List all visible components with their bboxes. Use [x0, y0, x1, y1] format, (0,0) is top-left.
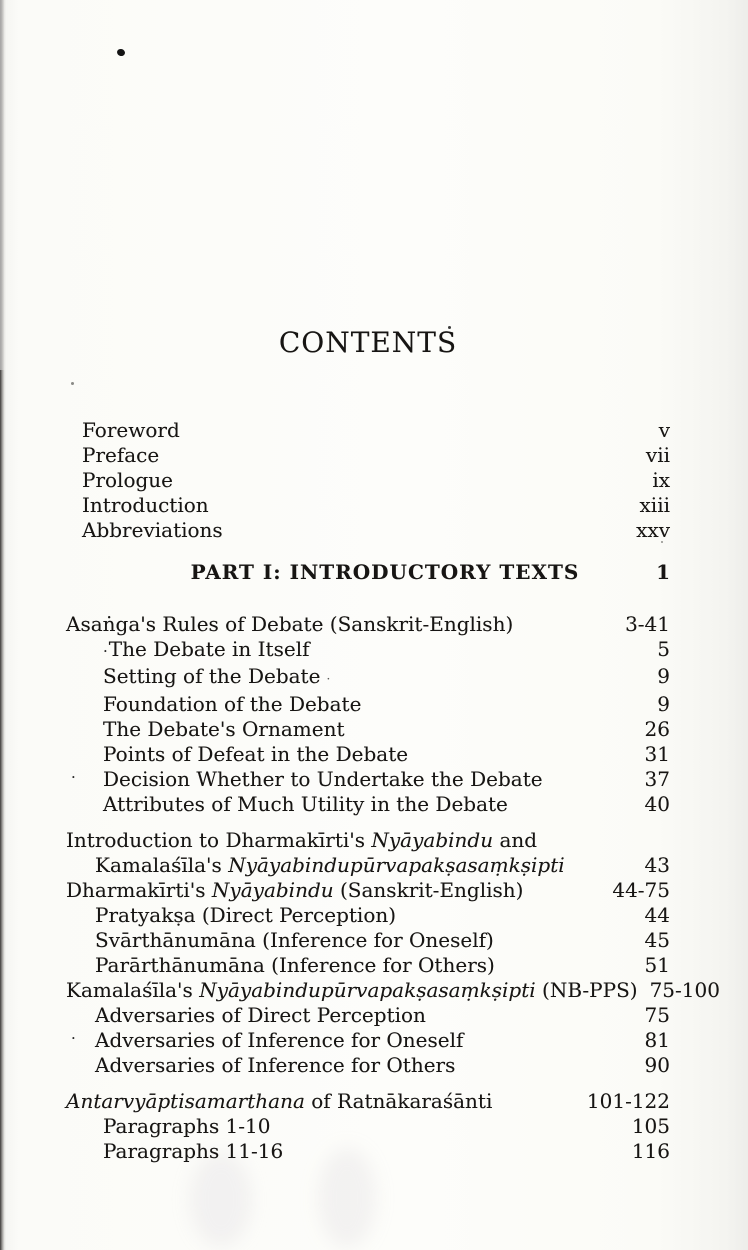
toc-entry-label: Prologue — [82, 468, 174, 492]
table-of-contents — [66, 0, 720, 1164]
toc-entry-label: Points of Defeat in the Debate — [103, 742, 409, 766]
toc-entry — [66, 1028, 670, 1053]
scan-mark: · — [71, 1029, 76, 1047]
toc-entry — [66, 493, 670, 518]
scan-mark: · — [326, 672, 331, 686]
toc-entry-label: Adversaries of Direct Perception — [95, 1003, 426, 1027]
toc-entry-label: Setting of the Debate — [103, 664, 321, 688]
toc-entry-page: 90 — [644, 1053, 670, 1077]
scan-mark: · — [71, 768, 76, 786]
toc-entry-page: 44 — [644, 903, 670, 927]
toc-entry-page: 75-100 — [649, 978, 720, 1002]
toc-entry-label: Svārthānumāna (Inference for Oneself) — [95, 928, 494, 952]
toc-entry-label: Foundation of the Debate — [103, 692, 362, 716]
part-heading-label: PART I: INTRODUCTORY TEXTS — [190, 560, 580, 584]
toc-entry — [66, 828, 670, 853]
toc-entry-label: Abbreviations — [82, 518, 223, 542]
toc-entry — [66, 692, 670, 717]
toc-entry — [66, 1114, 670, 1139]
toc-entry-page: xxv — [636, 518, 670, 542]
scan-mark: · — [103, 642, 108, 660]
toc-entry-page: 40 — [644, 792, 670, 816]
toc-entry — [66, 518, 670, 543]
toc-entry-page: 75 — [644, 1003, 670, 1027]
toc-entry — [66, 853, 670, 878]
toc-entry — [66, 468, 670, 493]
toc-entry — [66, 717, 670, 742]
toc-entry — [66, 418, 670, 443]
toc-entry-label: Asaṅga's Rules of Debate (Sanskrit-English) — [66, 612, 514, 636]
toc-entry — [66, 903, 670, 928]
toc-entry — [66, 978, 720, 1003]
toc-entry-page: ix — [652, 468, 670, 492]
toc-entry-label: Attributes of Much Utility in the Debate — [103, 792, 508, 816]
toc-entry-label: Dharmakīrti's Nyāyabindu (Sanskrit-English) — [66, 878, 524, 902]
toc-section-asanga-block — [66, 612, 670, 817]
toc-entry-page: 105 — [631, 1114, 670, 1138]
toc-entry-label: Antarvyāptisamarthana of Ratnākaraśānti — [66, 1089, 493, 1113]
toc-entry-page: xiii — [639, 493, 670, 517]
toc-entry — [66, 792, 670, 817]
part-heading-page: 1 — [656, 560, 670, 584]
toc-entry — [66, 1089, 670, 1114]
toc-entry — [66, 953, 670, 978]
toc-entry — [66, 1053, 670, 1078]
toc-entry-page: 26 — [644, 717, 670, 741]
toc-entry — [66, 928, 670, 953]
toc-entry-label: Introduction — [82, 493, 209, 517]
toc-entry-page: 3-41 — [625, 612, 670, 636]
toc-section-antarvyapti-block — [66, 1089, 670, 1164]
toc-entry-label: Foreword — [82, 418, 180, 442]
toc-entry — [66, 1139, 670, 1164]
toc-entry-label: Paragraphs 1-10 — [103, 1114, 271, 1138]
toc-entry-page: 81 — [644, 1028, 670, 1052]
toc-entry-page: 31 — [644, 742, 670, 766]
toc-entry — [66, 1003, 670, 1028]
toc-entry-label: Decision Whether to Undertake the Debate — [103, 767, 543, 791]
toc-entry — [66, 637, 670, 664]
toc-entry-page: 51 — [644, 953, 670, 977]
toc-front-matter-block — [66, 418, 670, 543]
toc-entry-page: 101-122 — [586, 1089, 670, 1113]
toc-entry-page: 9 — [657, 692, 670, 716]
toc-entry-label: The Debate in Itself — [108, 637, 310, 661]
toc-entry — [66, 742, 670, 767]
toc-entry — [66, 443, 670, 468]
scan-gutter-shadow-soft — [0, 0, 6, 370]
toc-entry-label: Adversaries of Inference for Oneself — [95, 1028, 464, 1052]
toc-entry — [66, 664, 670, 692]
toc-section-dharmakirti-block — [66, 828, 720, 1078]
toc-entry-label: Preface — [82, 443, 160, 467]
toc-entry-page: 9 — [657, 664, 670, 688]
scan-smudge — [190, 1152, 252, 1247]
toc-entry-label: Adversaries of Inference for Others — [95, 1053, 456, 1077]
toc-entry-page: 43 — [644, 853, 670, 877]
toc-entry-page: vii — [645, 443, 670, 467]
toc-entry-label: Kamalaśīla's Nyāyabindupūrvapakṣasaṃkṣipti — [95, 853, 565, 877]
toc-entry-label: Paragraphs 11-16 — [103, 1139, 284, 1163]
toc-entry-page: 37 — [644, 767, 670, 791]
toc-entry — [66, 612, 670, 637]
toc-entry — [66, 878, 670, 903]
toc-entry-label: Parārthānumāna (Inference for Others) — [95, 953, 495, 977]
toc-entry-page: 5 — [657, 637, 670, 661]
toc-entry-label: The Debate's Ornament — [103, 717, 345, 741]
part-heading — [66, 560, 670, 585]
toc-entry-label: Pratyakṣa (Direct Perception) — [95, 903, 397, 927]
toc-entry-page: 45 — [644, 928, 670, 952]
toc-entry-page: 116 — [631, 1139, 670, 1163]
toc-entry-page: 44-75 — [612, 878, 670, 902]
toc-entry-label: Kamalaśīla's Nyāyabindupūrvapakṣasaṃkṣipti (NB-PPS) — [66, 978, 638, 1002]
toc-entry-page: v — [658, 418, 670, 442]
toc-entry-label: Introduction to Dharmakīrti's Nyāyabindu and — [66, 828, 538, 852]
page-title: CONTENTS — [278, 326, 458, 359]
toc-entry — [66, 767, 670, 792]
